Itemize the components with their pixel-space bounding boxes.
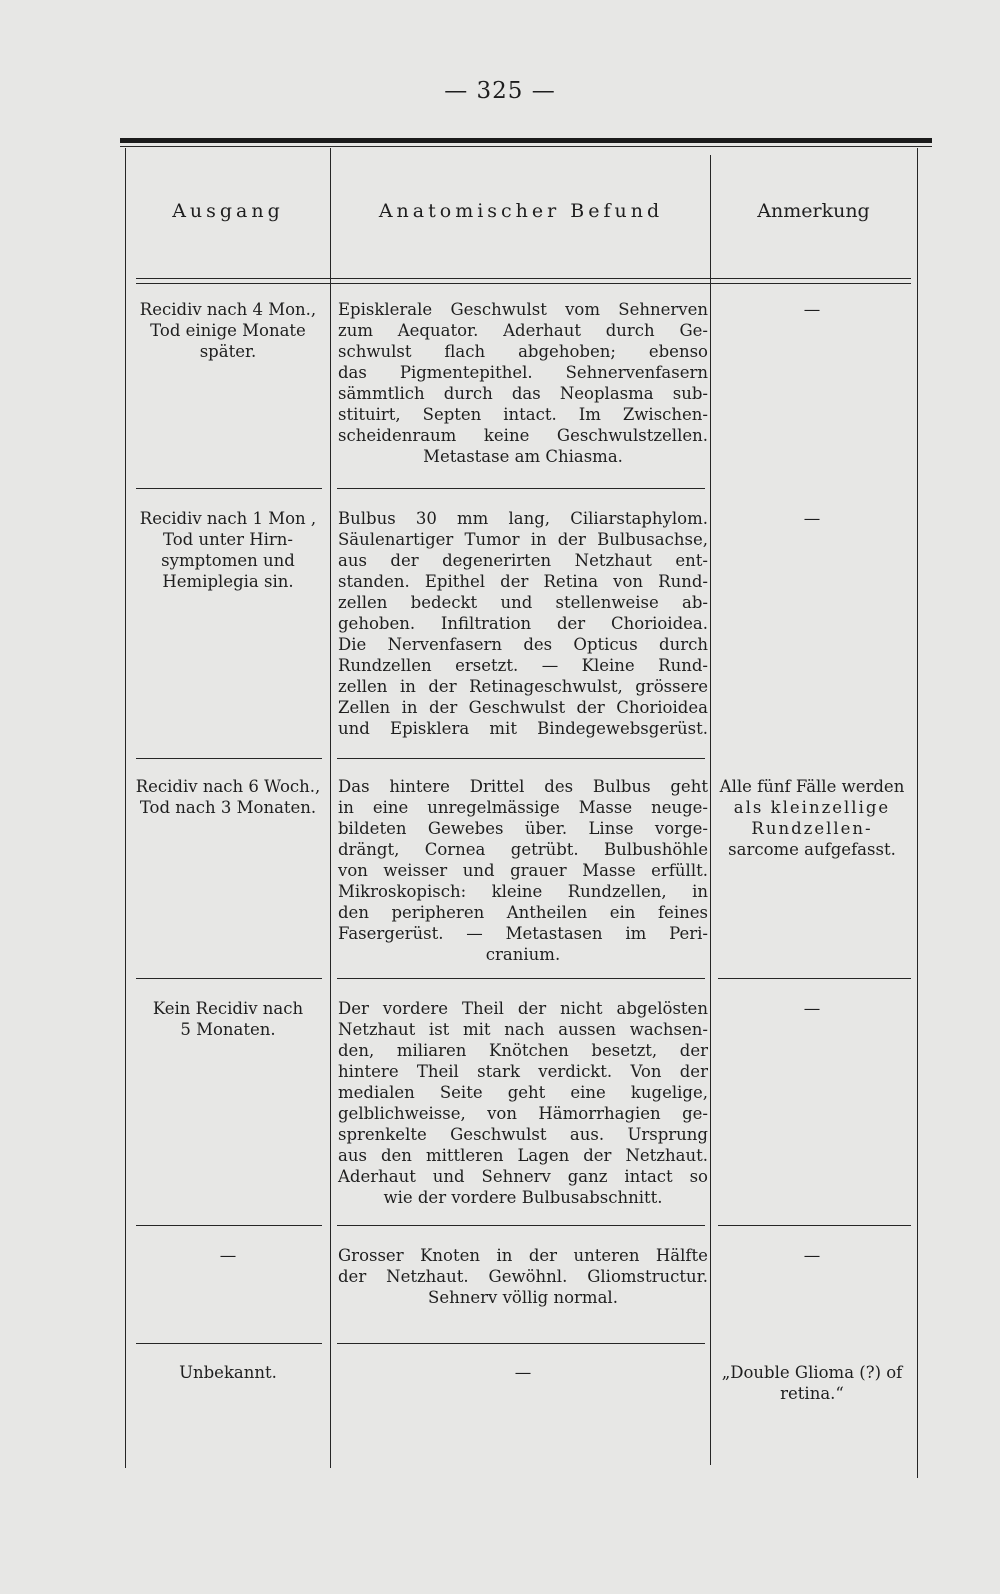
row-6-anmerkung: „Double Glioma (?) of retina.“	[721, 1363, 903, 1403]
table-right-border	[917, 148, 918, 1478]
row-4-anmerkung: —	[803, 999, 821, 1018]
row-1-befund: Episklerale Geschwulst vom Sehnerven zum Aequator. Aderhaut durch Ge- schwulst flach abgehoben; ebenso das Pigmentepithel. Sehnervenfasern sämmtlich durch das Neoplasma sub- stituirt, Septen intact. Im Zwischen- scheidenraum keine Geschwulstzellen. Metastase am Chiasma.	[338, 300, 708, 466]
row-5-befund: Grosser Knoten in der unteren Hälfte der Netzhaut. Gewöhnl. Gliomstructur. Sehnerv völlig normal.	[338, 1246, 708, 1307]
row-separator-3b	[337, 978, 705, 979]
row-5-ausgang: —	[219, 1246, 237, 1265]
column-divider-1	[330, 148, 331, 1468]
row-1-ausgang: Recidiv nach 4 Mon., Tod einige Monate später.	[139, 300, 317, 361]
row-4-ausgang: Kein Recidiv nach 5 Monaten.	[152, 999, 304, 1039]
row-3-befund: Das hintere Drittel des Bulbus geht in eine unregelmässige Masse neuge- bildeten Gewebes über. Linse vorge- drängt, Cornea getrübt. Bulbushöhle von weisser und grauer Masse erfüllt. Mikroskopisch: kleine Rundzellen, in den peripheren Antheilen ein feines Fasergerüst. — Metastasen im Peri- cranium.	[338, 777, 708, 964]
header-anmerkung: Anmerkung	[757, 200, 870, 222]
row-separator-4c	[718, 1225, 911, 1226]
row-6-befund: —	[514, 1363, 532, 1382]
header-ausgang: Ausgang	[172, 200, 284, 222]
column-divider-2	[710, 155, 711, 1465]
row-separator-4b	[337, 1225, 705, 1226]
row-separator-2a	[136, 758, 322, 759]
row-2-befund: Bulbus 30 mm lang, Ciliarstaphylom. Säulenartiger Tumor in der Bulbusachse, aus der degenerirten Netzhaut ent- standen. Epithel der Retina von Rund- zellen bedeckt und stellenweise ab- gehoben. Infiltration der Chorioidea. Die Nervenfasern des Opticus durch Rundzellen ersetzt. — Kleine Rund- zellen in der Retinageschwulst, grössere Zellen in der Geschwulst der Chorioidea und Episklera mit Bindegewebsgerüst.	[338, 509, 708, 738]
row-separator-5b	[337, 1343, 705, 1344]
row-separator-5a	[136, 1343, 322, 1344]
row-2-anmerkung: —	[803, 509, 821, 528]
header-anatomischer-befund: Anatomischer Befund	[378, 200, 664, 222]
table-top-thick-rule	[120, 138, 932, 143]
row-separator-1a	[136, 488, 322, 489]
table-left-border	[125, 148, 126, 1468]
row-separator-3a	[136, 978, 322, 979]
table-top-thin-rule	[120, 146, 932, 147]
row-6-ausgang: Unbekannt.	[179, 1363, 277, 1382]
row-2-ausgang: Recidiv nach 1 Mon , Tod unter Hirn- symptomen und Hemiplegia sin.	[139, 509, 317, 591]
row-separator-1b	[337, 488, 705, 489]
row-3-ausgang: Recidiv nach 6 Woch., Tod nach 3 Monaten.	[135, 777, 321, 817]
row-separator-3c	[718, 978, 911, 979]
row-4-befund: Der vordere Theil der nicht abgelösten Netzhaut ist mit nach aussen wachsen- den, miliaren Knötchen besetzt, der hintere Theil stark verdickt. Von der medialen Seite geht eine kugelige, gelblichweisse, von Hämorrhagien ge- sprenkelte Geschwulst aus. Ursprung aus den mittleren Lagen der Netzhaut. Aderhaut und Sehnerv ganz intact so wie der vordere Bulbusabschnitt.	[338, 999, 708, 1207]
page-number: — 325 —	[444, 78, 556, 104]
row-5-anmerkung: —	[803, 1246, 821, 1265]
header-rule-lower	[136, 283, 911, 284]
row-3-anmerkung: Alle fünf Fälle werden als kleinzellige Rundzellen- sarcome aufgefasst.	[719, 777, 905, 859]
header-rule-upper	[136, 278, 911, 279]
row-separator-2b	[337, 758, 705, 759]
row-separator-4a	[136, 1225, 322, 1226]
row-1-anmerkung: —	[803, 300, 821, 319]
